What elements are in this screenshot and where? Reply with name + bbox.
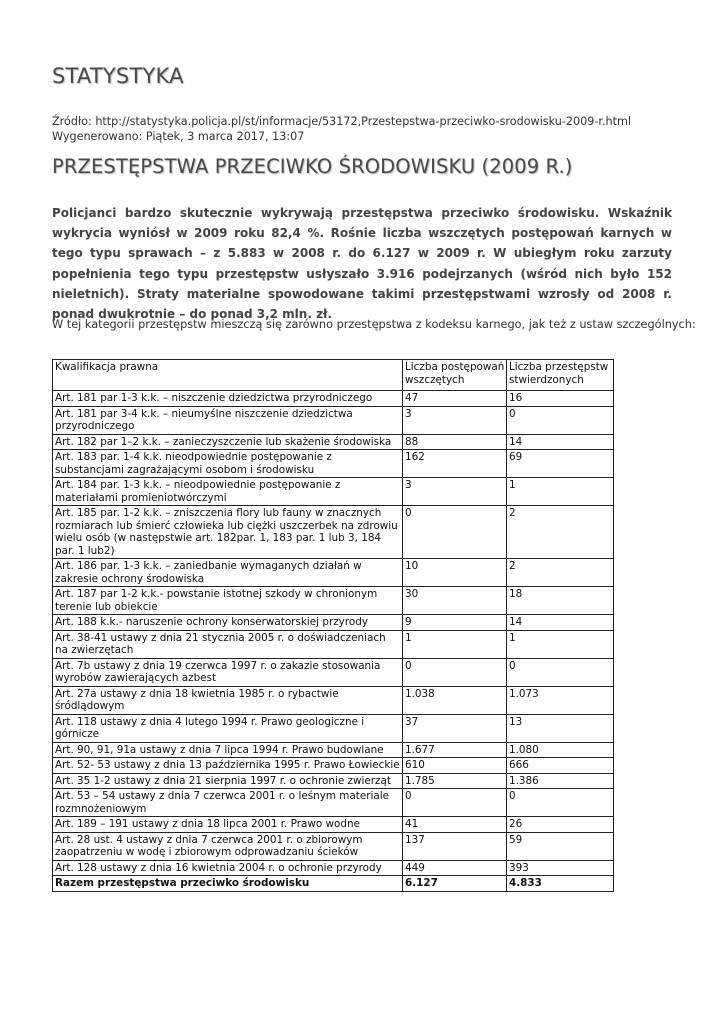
row-qualification-cell: Art. 189 – 191 ustawy z dnia 18 lipca 2001 r. Prawo wodne xyxy=(53,817,403,833)
table-row xyxy=(53,630,614,658)
meta-block xyxy=(52,114,631,144)
header-cell-offences: Liczba przestępstw stwierdzonych xyxy=(507,360,614,391)
table-row xyxy=(53,860,614,876)
row-qualification-cell: Art. 128 ustawy z dnia 16 kwietnia 2004 r. o ochronie przyrody xyxy=(53,860,403,876)
row-qualification-cell: Art. 35 1-2 ustawy z dnia 21 sierpnia 1997 r. o ochronie zwierząt xyxy=(53,773,403,789)
row-proceedings-cell: 137 xyxy=(403,832,507,860)
row-qualification-cell: Art. 182 par 1–2 k.k. – zanieczyszczenie lub skażenie środowiska xyxy=(53,434,403,450)
row-qualification-cell: Art. 52- 53 ustawy z dnia 13 października 1995 r. Prawo Łowieckie xyxy=(53,758,403,774)
table-row xyxy=(53,789,614,817)
row-proceedings-cell: 10 xyxy=(403,559,507,587)
row-qualification-cell: Art. 187 par 1-2 k.k.- powstanie istotnej szkody w chronionym terenie lub obiekcie xyxy=(53,587,403,615)
row-offences-cell: 59 xyxy=(507,832,614,860)
row-qualification-cell: Art. 186 par. 1-3 k.k. – zaniedbanie wymaganych działań w zakresie ochrony środowiska xyxy=(53,559,403,587)
header-cell-proceedings: Liczba postępowań wszczętych xyxy=(403,360,507,391)
row-proceedings-cell: 610 xyxy=(403,758,507,774)
crime-table xyxy=(52,359,614,892)
row-offences-cell: 393 xyxy=(507,860,614,876)
row-offences-cell: 2 xyxy=(507,506,614,559)
row-proceedings-cell: 37 xyxy=(403,714,507,742)
row-offences-cell: 2 xyxy=(507,559,614,587)
row-offences-cell: 0 xyxy=(507,658,614,686)
row-qualification-cell: Art. 28 ust. 4 ustawy z dnia 7 czerwca 2001 r. o zbiorowym zaopatrzeniu w wodę i zbiorowym odprowadzaniu ścieków xyxy=(53,832,403,860)
row-qualification-cell: Art. 181 par 1-3 k.k. – niszczenie dziedzictwa przyrodniczego xyxy=(53,391,403,407)
row-qualification-cell: Art. 181 par 3-4 k.k. – nieumyślne niszczenie dziedzictwa przyrodniczego xyxy=(53,406,403,434)
row-offences-cell: 1 xyxy=(507,478,614,506)
lead-paragraph: Policjanci bardzo skutecznie wykrywają przestępstwa przeciwko środowisku. Wskaźnik wykrycia wyniósł w 2009 roku 82,4 %. Rośnie liczba wszczętych postępowań karnych w tego typu sprawach – z 5.883 w 2008 r. do 6.127 w 2009 r. W ubiegłym roku zarzuty popełnienia tego typu przestępstw usłyszało 3.916 podejrzanych (wśród nich było 152 nieletnich). Straty materialne spowodowane takimi przestępstwami wzrosły od 2008 r. ponad dwukrotnie – do ponad 3,2 mln. zł. xyxy=(52,206,672,322)
table-row xyxy=(53,478,614,506)
row-qualification-cell: Art. 7b ustawy z dnia 19 czerwca 1997 r. o zakazie stosowania wyrobów zawierających azbest xyxy=(53,658,403,686)
source-line: Źródło: http://statystyka.policja.pl/st/informacje/53172,Przestepstwa-przeciwko-srodowisku-2009-r.html xyxy=(52,115,632,128)
row-offences-cell: 13 xyxy=(507,714,614,742)
total-offences-cell: 4.833 xyxy=(507,876,614,892)
row-offences-cell: 26 xyxy=(507,817,614,833)
total-proceedings-cell: 6.127 xyxy=(403,876,507,892)
row-qualification-cell: Art. 27a ustawy z dnia 18 kwietnia 1985 r. o rybactwie śródlądowym xyxy=(53,686,403,714)
row-qualification-cell: Art. 90, 91, 91a ustawy z dnia 7 lipca 1994 r. Prawo budowlane xyxy=(53,742,403,758)
row-proceedings-cell: 1.677 xyxy=(403,742,507,758)
article-title: PRZESTĘPSTWA PRZECIWKO ŚRODOWISKU (2009 R.) xyxy=(52,155,573,178)
generated-line: Wygenerowano: Piątek, 3 marca 2017, 13:07 xyxy=(52,130,305,143)
row-proceedings-cell: 88 xyxy=(403,434,507,450)
row-proceedings-cell: 0 xyxy=(403,789,507,817)
row-qualification-cell: Art. 183 par. 1-4 k.k. nieodpowiednie postępowanie z substancjami zagrażającymi osobom i środowisku xyxy=(53,450,403,478)
row-offences-cell: 1.073 xyxy=(507,686,614,714)
row-proceedings-cell: 0 xyxy=(403,658,507,686)
row-offences-cell: 16 xyxy=(507,391,614,407)
row-proceedings-cell: 9 xyxy=(403,615,507,631)
table-row xyxy=(53,559,614,587)
table-row xyxy=(53,817,614,833)
row-proceedings-cell: 30 xyxy=(403,587,507,615)
row-proceedings-cell: 3 xyxy=(403,478,507,506)
table-row xyxy=(53,832,614,860)
row-offences-cell: 0 xyxy=(507,789,614,817)
row-offences-cell: 18 xyxy=(507,587,614,615)
table-row xyxy=(53,587,614,615)
table-row xyxy=(53,506,614,559)
row-offences-cell: 14 xyxy=(507,615,614,631)
row-qualification-cell: Art. 53 – 54 ustawy z dnia 7 czerwca 2001 r. o leśnym materiale rozmnożeniowym xyxy=(53,789,403,817)
row-proceedings-cell: 1.785 xyxy=(403,773,507,789)
row-qualification-cell: Art. 118 ustawy z dnia 4 lutego 1994 r. Prawo geologiczne i górnicze xyxy=(53,714,403,742)
row-proceedings-cell: 1.038 xyxy=(403,686,507,714)
table-row xyxy=(53,450,614,478)
row-offences-cell: 0 xyxy=(507,406,614,434)
row-proceedings-cell: 1 xyxy=(403,630,507,658)
row-proceedings-cell: 0 xyxy=(403,506,507,559)
table-total-row xyxy=(53,876,614,892)
row-proceedings-cell: 41 xyxy=(403,817,507,833)
row-offences-cell: 14 xyxy=(507,434,614,450)
table-row xyxy=(53,391,614,407)
row-qualification-cell: Art. 38-41 ustawy z dnia 21 stycznia 2005 r. o doświadczeniach na zwierzętach xyxy=(53,630,403,658)
row-proceedings-cell: 162 xyxy=(403,450,507,478)
table-row xyxy=(53,714,614,742)
row-qualification-cell: Art. 185 par. 1-2 k.k. – zniszczenia flory lub fauny w znacznych rozmiarach lub śmierć człowieka lub ciężki uszczerbek na zdrowiu wielu osób (w następstwie art. 182par. 1, 183 par. 1 lub 3, 184 par. 1 lub2) xyxy=(53,506,403,559)
row-offences-cell: 666 xyxy=(507,758,614,774)
row-offences-cell: 1 xyxy=(507,630,614,658)
table-row xyxy=(53,406,614,434)
table-row xyxy=(53,686,614,714)
page-title: STATYSTYKA xyxy=(52,64,184,88)
row-offences-cell: 1.080 xyxy=(507,742,614,758)
row-offences-cell: 69 xyxy=(507,450,614,478)
table-row xyxy=(53,758,614,774)
total-label-cell: Razem przestępstwa przeciwko środowisku xyxy=(53,876,403,892)
row-proceedings-cell: 449 xyxy=(403,860,507,876)
row-proceedings-cell: 3 xyxy=(403,406,507,434)
row-qualification-cell: Art. 184 par. 1-3 k.k. – nieodpowiednie postępowanie z materiałami promieniotwórczymi xyxy=(53,478,403,506)
table-row xyxy=(53,434,614,450)
table-row xyxy=(53,658,614,686)
header-cell-qualification: Kwalifikacja prawna xyxy=(53,360,403,391)
intro-paragraph: W tej kategorii przestępstw mieszczą się zarówno przestępstwa z kodeksu karnego, jak też z ustaw szczególnych: xyxy=(52,318,696,331)
row-qualification-cell: Art. 188 k.k.- naruszenie ochrony konserwatorskiej przyrody xyxy=(53,615,403,631)
row-proceedings-cell: 47 xyxy=(403,391,507,407)
table-row xyxy=(53,615,614,631)
table-header-row xyxy=(53,360,614,391)
table-row xyxy=(53,773,614,789)
row-offences-cell: 1.386 xyxy=(507,773,614,789)
table-row xyxy=(53,742,614,758)
